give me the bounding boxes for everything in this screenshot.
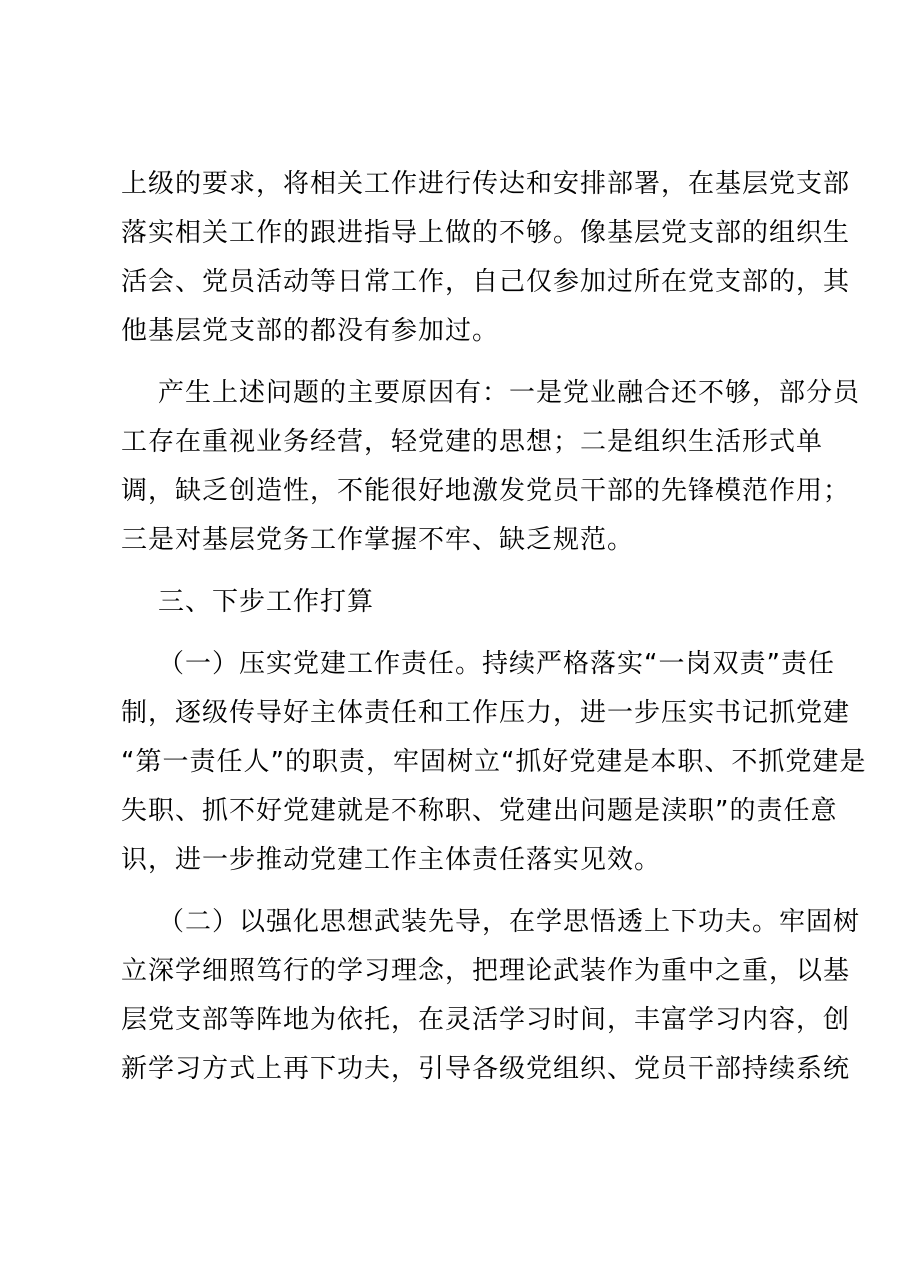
text-line: 新学习方式上再下功夫，引导各级党组织、党员干部持续系统 <box>121 1054 851 1084</box>
text-line: 制，逐级传导好主体责任和工作压力，进一步压实书记抓党建 <box>121 698 851 728</box>
paragraph-item-two <box>121 898 861 1094</box>
section-heading <box>121 578 801 627</box>
section-title: 三、下步工作打算 <box>121 587 375 617</box>
text-line: （二）以强化思想武装先导，在学思悟透上下功夫。牢固树 <box>121 907 861 937</box>
text-line: 工存在重视业务经营，轻党建的思想；二是组织生活形式单 <box>121 427 824 457</box>
paragraph-causes <box>121 369 861 565</box>
text-line: 三是对基层党务工作掌握不牢、缺乏规范。 <box>121 525 635 555</box>
text-line: “第一责任人”的职责，牢固树立“抓好党建是本职、不抓党建是 <box>121 747 867 777</box>
paragraph-item-one <box>121 640 867 885</box>
paragraph-problems-continued <box>121 160 851 356</box>
text-line: 落实相关工作的跟进指导上做的不够。像基层党支部的组织生 <box>121 218 851 248</box>
text-line: 他基层党支部的都没有参加过。 <box>121 316 500 346</box>
text-line: 调，缺乏创造性，不能很好地激发党员干部的先锋模范作用； <box>121 476 851 506</box>
document-body <box>121 160 867 1107</box>
text-line: 立深学细照笃行的学习理念，把理论武装作为重中之重，以基 <box>121 956 851 986</box>
text-line: 上级的要求，将相关工作进行传达和安排部署，在基层党支部 <box>121 169 851 199</box>
text-line: 产生上述问题的主要原因有：一是党业融合还不够，部分员 <box>121 378 861 408</box>
text-line: 识，进一步推动党建工作主体责任落实见效。 <box>121 845 662 875</box>
text-line: （一）压实党建工作责任。持续严格落实“一岗双责”责任 <box>121 649 835 679</box>
text-line: 活会、党员活动等日常工作，自己仅参加过所在党支部的，其 <box>121 267 851 297</box>
text-line: 层党支部等阵地为依托，在灵活学习时间，丰富学习内容，创 <box>121 1005 851 1035</box>
text-line: 失职、抓不好党建就是不称职、党建出问题是渎职”的责任意 <box>121 796 838 826</box>
